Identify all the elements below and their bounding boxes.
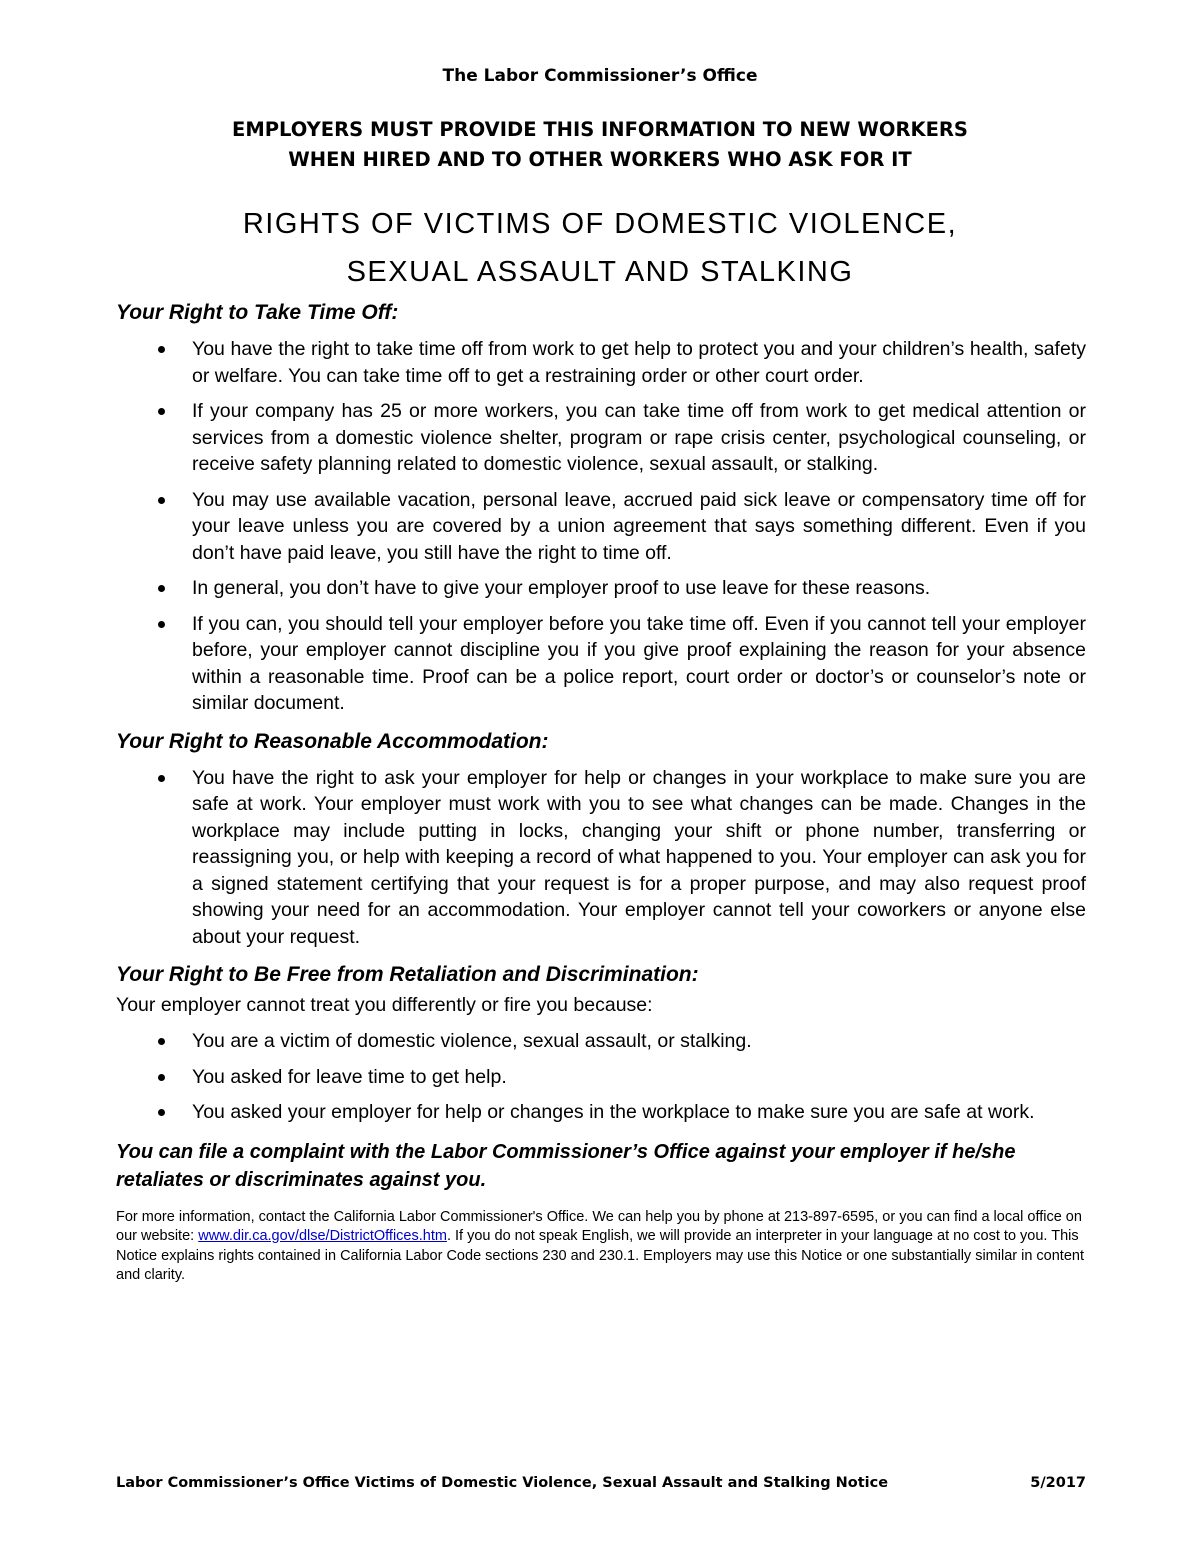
list-item: [116, 611, 1086, 717]
notice-banner: [0, 115, 1200, 175]
list-item: [116, 1099, 1086, 1126]
list-item: [116, 575, 1086, 602]
bullet-icon: [158, 1109, 165, 1116]
time-off-list: [116, 336, 1086, 717]
bullet-icon: [158, 408, 165, 415]
list-item: [116, 1028, 1086, 1055]
district-offices-link[interactable]: www.dir.ca.gov/dlse/DistrictOffices.htm: [198, 1228, 447, 1244]
list-item: [116, 336, 1086, 389]
retaliation-intro: Your employer cannot treat you differently or fire you because:: [116, 994, 653, 1016]
list-item-text: You asked for leave time to get help.: [192, 1065, 507, 1088]
notice-content: [116, 298, 1086, 1286]
bullet-icon: [158, 1074, 165, 1081]
section-heading-time-off: Your Right to Take Time Off:: [116, 301, 399, 324]
list-item-text: If your company has 25 or more workers, you can take time off from work to get medical attention or services from a domestic violence shelter, program or rape crisis center, psychological counseling, or receive safety planning related to domestic violence, sexual assault, or stalking.: [192, 400, 1086, 475]
bullet-icon: [158, 621, 165, 628]
section-heading-retaliation: Your Right to Be Free from Retaliation and Discrimination:: [116, 963, 699, 986]
list-item: [116, 487, 1086, 567]
list-item-text: You asked your employer for help or changes in the workplace to make sure you are safe at work.: [192, 1101, 1035, 1123]
notice-line-1: EMPLOYERS MUST PROVIDE THIS INFORMATION TO NEW WORKERS: [232, 118, 968, 141]
more-info-text-before: For more information, contact the California Labor Commissioner's Office. We can help you by phone at 213-897-6595, or you can find a local office on our website:: [116, 1208, 1082, 1244]
list-item: [116, 765, 1086, 951]
footer-date: 5/2017: [1030, 1475, 1086, 1491]
bullet-icon: [158, 585, 165, 592]
bullet-icon: [158, 775, 165, 782]
page-footer: [116, 1475, 1086, 1491]
notice-line-2: WHEN HIRED AND TO OTHER WORKERS WHO ASK FOR IT: [288, 148, 912, 171]
complaint-statement: You can file a complaint with the Labor Commissioner’s Office against your employer if he/she retaliates or discriminates against you.: [116, 1140, 1016, 1191]
list-item-text: In general, you don’t have to give your employer proof to use leave for these reasons.: [192, 577, 931, 599]
title-line-1: RIGHTS OF VICTIMS OF DOMESTIC VIOLENCE,: [242, 208, 958, 240]
section-heading-accommodation: Your Right to Reasonable Accommodation:: [116, 729, 549, 753]
more-info-text-after: . If you do not speak English, we will provide an interpreter in your language at no cost to you. This Notice explains rights contained in California Labor Code sections 230 and 230.1. Employers may use this Notice or one substantially similar in content and clarity.: [116, 1228, 1084, 1283]
title-line-2: SEXUAL ASSAULT AND STALKING: [346, 256, 854, 288]
list-item-text: You have the right to take time off from work to get help to protect you and your children’s health, safety or welfare. You can take time off to get a restraining order or other court order.: [192, 338, 1086, 387]
list-item: [116, 398, 1086, 478]
retaliation-list: [116, 1028, 1086, 1126]
list-item: [116, 1064, 1086, 1091]
bullet-icon: [158, 346, 165, 353]
list-item-text: You have the right to ask your employer for help or changes in your workplace to make sure you are safe at work. Your employer must work with you to see what changes can be made. Changes in the workplace may include putting in locks, changing your shift or phone number, transferring or reassigning you, or help with keeping a record of what happened to you. Your employer can ask you for a signed statement certifying that your request is for a proper purpose, and may also request proof showing your need for an accommodation. Your employer cannot tell your coworkers or anyone else about your request.: [192, 766, 1086, 948]
bullet-icon: [158, 497, 165, 504]
list-item-text: You may use available vacation, personal leave, accrued paid sick leave or compensatory time off for your leave unless you are covered by a union agreement that says something different. Even if you don’t have paid leave, you still have the right to time off.: [192, 488, 1086, 564]
bullet-icon: [158, 1038, 165, 1045]
page-title: [0, 200, 1200, 296]
accommodation-list: [116, 765, 1086, 951]
list-item-text: If you can, you should tell your employer before you take time off. Even if you cannot tell your employer before, your employer cannot discipline you if you give proof explaining the reason for your absence within a reasonable time. Proof can be a police report, court order or doctor’s or counselor’s note or similar document.: [192, 612, 1086, 714]
footer-notice-name: Labor Commissioner’s Office Victims of Domestic Violence, Sexual Assault and Stalking Notice: [116, 1475, 889, 1491]
office-header: The Labor Commissioner’s Office: [442, 66, 758, 86]
list-item-text: You are a victim of domestic violence, sexual assault, or stalking.: [192, 1030, 752, 1052]
more-info-paragraph: [116, 1208, 1086, 1286]
